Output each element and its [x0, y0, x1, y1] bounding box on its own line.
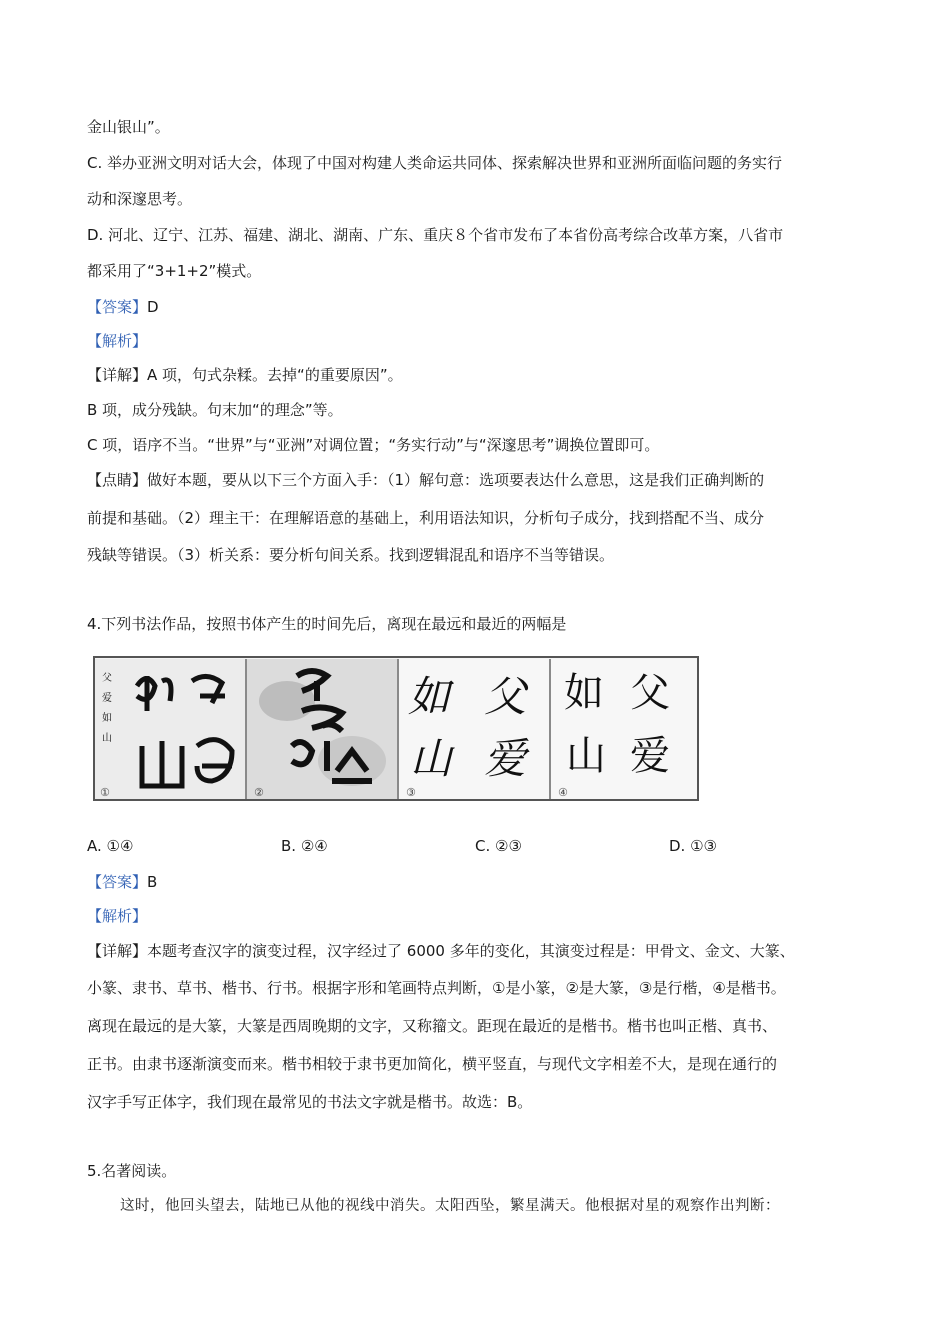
panel-3-label: ③ — [406, 786, 416, 799]
analysis-tag: 【解析】 — [87, 332, 148, 350]
char-ru: 如 — [564, 670, 604, 716]
panel-1-label: ① — [100, 786, 110, 799]
calligraphy-image — [92, 651, 702, 804]
text-line: 小篆、隶书、草书、楷书、行书。根据字形和笔画特点判断，①是小篆，②是大篆，③是行楷，④是楷书。 — [87, 979, 786, 997]
answer-tag: 【答案】 — [87, 873, 148, 891]
text-line: 离现在最远的是大篆，大篆是西周晚期的文字，又称籀文。距现在最近的是楷书。楷书也叫正楷、真书、 — [87, 1017, 778, 1035]
text-line: 残缺等错误。（3）析关系：要分析句间关系。找到逻辑混乱和语序不当等错误。 — [87, 546, 615, 564]
option-d: D. ①③ — [669, 837, 717, 855]
char-shan: 山 — [410, 734, 453, 783]
tip-tag: 【点睛】 — [87, 471, 148, 489]
answer-value: B — [147, 873, 158, 891]
text-line: 都采用了“3+1+2”模式。 — [87, 262, 262, 280]
detail-text: 本题考查汉字的演变过程，汉字经过了 6000 多年的变化，其演变过程是：甲骨文、金文、大篆、 — [147, 942, 795, 960]
char-fu: 父 — [630, 670, 670, 716]
detail-tag: 【详解】 — [87, 942, 148, 960]
panel-1 — [95, 659, 245, 799]
detail-text: A 项，句式杂糅。去掉“的重要原因”。 — [147, 366, 403, 384]
svg-text:父: 父 — [102, 673, 112, 684]
option-d-text: D. 河北、辽宁、江苏、福建、湖北、湖南、广东、重庆８个省市发布了本省份高考综合改革方案，八省市 — [87, 226, 784, 244]
answer-row — [87, 297, 159, 317]
answer-value: D — [147, 298, 159, 316]
text-line: 前提和基础。（2）理主干：在理解语意的基础上，利用语法知识，分析句子成分，找到搭配不当、成分 — [87, 509, 765, 527]
panel-2-label: ② — [254, 786, 264, 799]
svg-text:爱: 爱 — [102, 693, 112, 704]
text-line: 汉字手写正体字，我们现在最常见的书法文字就是楷书。故选：B。 — [87, 1093, 533, 1111]
tip-text: 做好本题，要从以下三个方面入手：（1）解句意：选项要表达什么意思，这是我们正确判断的 — [147, 471, 765, 489]
option-c-text: C. 举办亚洲文明对话大会，体现了中国对构建人类命运共同体、探索解决世界和亚洲所面临问题的务实行 — [87, 154, 783, 172]
svg-text:如: 如 — [102, 713, 112, 724]
option-c: C. ②③ — [475, 837, 522, 855]
char-ai: 爱 — [630, 733, 670, 779]
analysis-tag: 【解析】 — [87, 907, 148, 925]
char-fu: 父 — [484, 672, 527, 721]
text-line: 金山银山”。 — [87, 118, 170, 136]
panel-3 — [399, 659, 549, 799]
option-b: B. ②④ — [281, 837, 328, 855]
text-line: 正书。由隶书逐渐演变而来。楷书相较于隶书更加简化，横平竖直，与现代文字相差不大，是现在通行的 — [87, 1055, 778, 1073]
char-ru: 如 — [408, 672, 451, 721]
detail-row — [87, 941, 795, 961]
text-line: B 项，成分残缺。句末加“的理念”等。 — [87, 401, 343, 419]
detail-tag: 【详解】 — [87, 366, 148, 384]
char-shan: 山 — [566, 733, 606, 779]
detail-row — [87, 365, 403, 385]
svg-text:山: 山 — [102, 733, 112, 744]
panel-4-label: ④ — [558, 786, 568, 799]
answer-tag: 【答案】 — [87, 298, 148, 316]
text-line: 动和深邃思考。 — [87, 190, 193, 208]
panel-2 — [247, 659, 397, 799]
question-4: 4.下列书法作品，按照书体产生的时间先后，离现在最远和最近的两幅是 — [87, 615, 567, 633]
tip-row — [87, 470, 764, 490]
char-ai: 爱 — [484, 734, 527, 783]
question-5: 5.名著阅读。 — [87, 1162, 177, 1180]
answer-row — [87, 872, 157, 892]
passage-text: 这时，他回头望去，陆地已从他的视线中消失。太阳西坠，繁星满天。他根据对星的观察作出判断： — [120, 1198, 780, 1214]
text-line: C 项，语序不当。“世界”与“亚洲”对调位置；“务实行动”与“深邃思考”调换位置即可。 — [87, 436, 660, 454]
option-a: A. ①④ — [87, 837, 134, 855]
panel-4 — [551, 659, 697, 799]
